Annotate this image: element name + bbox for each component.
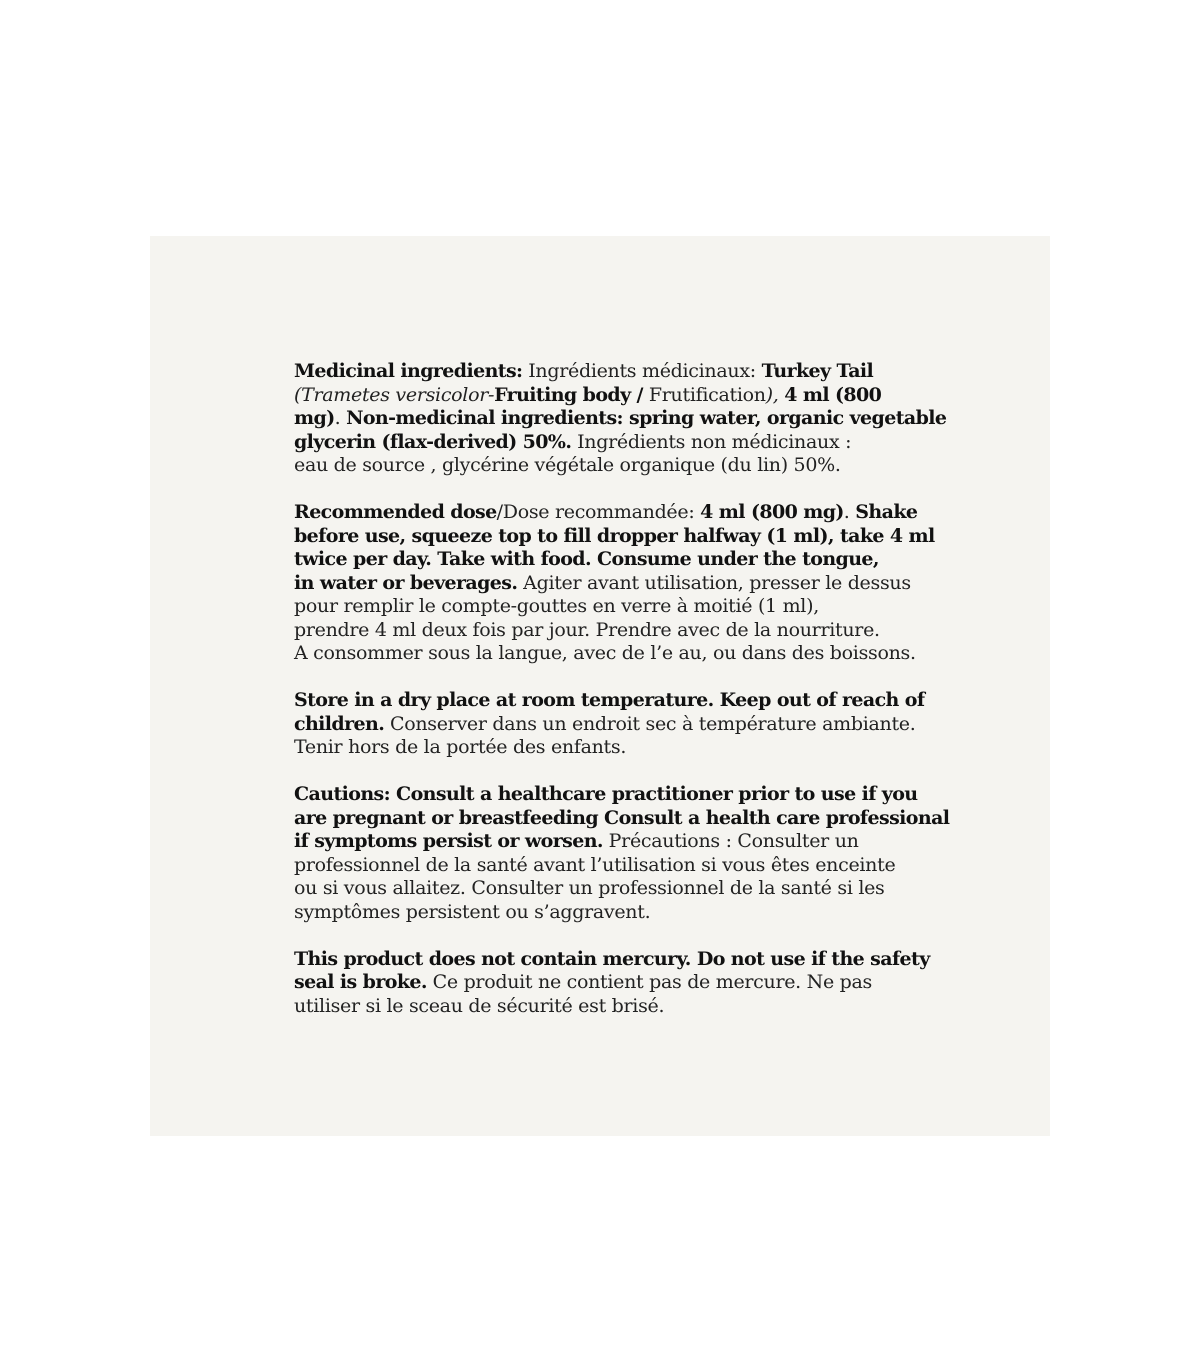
cautions-fr: Précautions : Consulter un [602, 830, 859, 852]
cautions-line [294, 901, 650, 923]
cautions-en: if symptoms persist or worsen. [294, 830, 603, 852]
dose-instructions-fr: Agiter avant utilisation, presser le dessus [517, 571, 911, 594]
non-medicinal-en: Non-medicinal ingredients: spring water, organic vegetable [346, 407, 947, 429]
storage-fr: Conserver dans un endroit sec à température ambiante. [384, 712, 916, 735]
separator: . [334, 407, 347, 429]
storage-en: Store in a dry place at room temperature. Keep out of reach of [294, 689, 925, 711]
mercury-en: This product does not contain mercury. Do not use if the safety [294, 947, 930, 970]
ingredients-line [294, 454, 841, 476]
ingredient-amount-cont: mg) [294, 407, 335, 429]
dose-line [294, 548, 879, 570]
dose-label-fr: /Dose recommandée: [496, 501, 701, 523]
ingredient-amount: 4 ml (800 [784, 383, 882, 406]
mercury-line [294, 995, 664, 1017]
dose-paragraph [294, 501, 934, 666]
dose-instructions-fr: pour remplir le compte-gouttes en verre à moitié (1 ml), [294, 595, 819, 617]
mercury-fr: Ce produit ne contient pas de mercure. Ne pas [426, 971, 873, 993]
non-medicinal-fr: Ingrédients non médicinaux : [571, 430, 852, 453]
cautions-fr: ou si vous allaitez. Consulter un professionnel de la santé si les [294, 877, 885, 899]
dose-label-en: Recommended dose [294, 501, 497, 523]
dose-instructions-en: twice per day. Take with food. Consume under the tongue, [294, 548, 879, 570]
dose-instructions-en: Shake [855, 501, 918, 523]
ingredient-name: Turkey Tail [761, 360, 874, 382]
storage-line [294, 713, 915, 735]
ingredients-line [294, 407, 946, 429]
dose-instructions-fr: A consommer sous la langue, avec de l’e au, ou dans des boissons. [294, 642, 916, 664]
dose-amount: 4 ml (800 mg) [700, 501, 844, 523]
mercury-paragraph [294, 948, 934, 1019]
cautions-fr: symptômes persistent ou s’aggravent. [294, 900, 651, 923]
part-used-en: Fruiting body / [494, 383, 649, 406]
storage-paragraph [294, 689, 934, 760]
cautions-en: Cautions: Consult a healthcare practitioner prior to use if you [294, 783, 918, 805]
mercury-en: seal is broke. [294, 971, 427, 993]
non-medicinal-en-cont: glycerin (flax-derived) 50%. [294, 430, 572, 453]
dose-line [294, 572, 911, 594]
mercury-fr: utiliser si le sceau de sécurité est brisé. [294, 994, 665, 1017]
dose-line [294, 525, 935, 547]
dose-line [294, 642, 916, 664]
cautions-fr: professionnel de la santé avant l’utilisation si vous êtes enceinte [294, 853, 896, 876]
ingredients-paragraph [294, 360, 947, 478]
mercury-line [294, 971, 872, 993]
cautions-line [294, 877, 885, 899]
cautions-line [294, 830, 859, 852]
separator: . [843, 501, 856, 523]
ingredients-line [294, 360, 873, 382]
cautions-en: are pregnant or breastfeeding Consult a health care professional [294, 806, 950, 829]
cautions-line [294, 854, 895, 876]
dose-instructions-en: before use, squeeze top to fill dropper halfway (1 ml), take 4 ml [294, 524, 935, 547]
label-panel [150, 236, 1050, 1136]
ingredients-line [294, 431, 851, 453]
ingredients-label-en: Medicinal ingredients: [294, 360, 523, 382]
part-used-fr: Frutification [648, 383, 766, 406]
mercury-line [294, 948, 930, 970]
dose-instructions-fr: prendre 4 ml deux fois par jour. Prendre avec de la nourriture. [294, 618, 880, 641]
latin-close: ), [765, 383, 785, 406]
storage-fr: Tenir hors de la portée des enfants. [294, 736, 627, 758]
cautions-line [294, 783, 918, 805]
label-text-block [294, 360, 950, 1042]
dose-line [294, 595, 819, 617]
storage-line [294, 689, 924, 711]
cautions-line [294, 807, 949, 829]
cautions-paragraph [294, 783, 950, 924]
storage-line [294, 736, 626, 758]
ingredients-label-fr: Ingrédients médicinaux: [522, 360, 762, 382]
ingredients-line [294, 384, 881, 406]
dose-line [294, 501, 917, 523]
non-medicinal-fr-cont: eau de source , glycérine végétale organique (du lin) 50%. [294, 454, 841, 476]
latin-name: (Trametes versicolor- [294, 383, 495, 406]
dose-line [294, 619, 880, 641]
dose-instructions-en: in water or beverages. [294, 571, 518, 594]
storage-en: children. [294, 712, 385, 735]
